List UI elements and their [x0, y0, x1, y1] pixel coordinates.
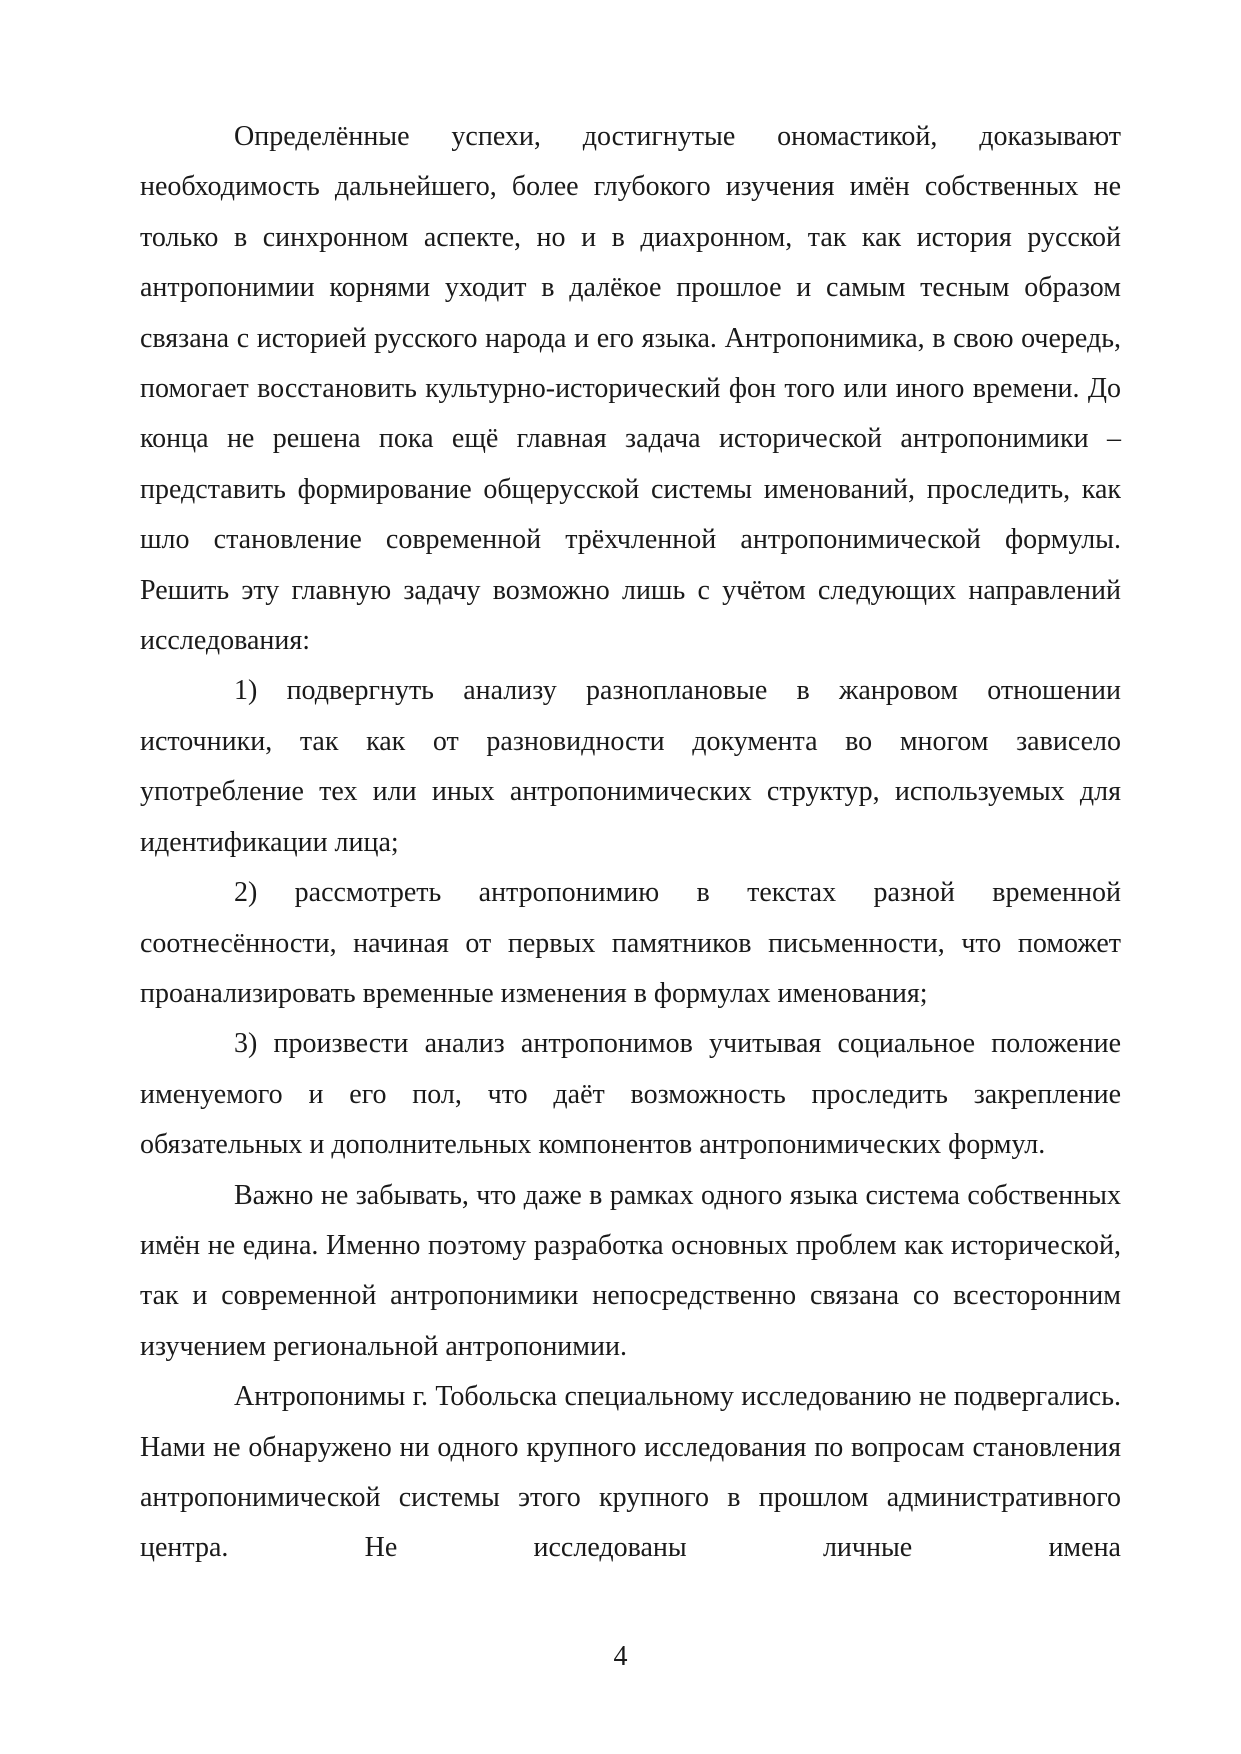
document-body: [140, 112, 1121, 1574]
list-item-1: 1) подвергнуть анализу разноплановые в жанровом отношении источники, так как от разновидности документа во многом зависело употребление тех или иных антропонимических структур, используемых для идентификации лица;: [140, 675, 1121, 858]
paragraph-onomastics-intro: Определённые успехи, достигнутые ономастикой, доказывают необходимость дальнейшего, более глубокого изучения имён собственных не только в синхронном аспекте, но и в диахронном, так как история русской антропонимии корнями уходит в далёкое прошлое и самым тесным образом связана с историей русского народа и его языка. Антропонимика, в свою очередь, помогает восстановить культурно-исторический фон того или иного времени. До конца не решена пока ещё главная задача исторической антропонимики – представить формирование общерусской системы именований, проследить, как шло становление современной трёхчленной антропонимической формулы. Решить эту главную задачу возможно лишь с учётом следующих направлений исследования:: [140, 121, 1121, 657]
list-item-3: 3) произвести анализ антропонимов учитывая социальное положение именуемого и его пол, что даёт возможность проследить закрепление обязательных и дополнительных компонентов антропонимических формул.: [140, 1028, 1121, 1161]
page-number: 4: [613, 1641, 628, 1672]
paragraph-tobolsk: Антропонимы г. Тобольска специальному исследованию не подвергались. Нами не обнаружено ни одного крупного исследования по вопросам становления антропонимической системы этого крупного в прошлом административного центра. Не исследованы личные имена: [140, 1381, 1121, 1564]
list-item-2: 2) рассмотреть антропонимию в текстах разной временной соотнесённости, начиная от первых памятников письменности, что поможет проанализировать временные изменения в формулах именования;: [140, 877, 1121, 1009]
paragraph-regional-anthroponymy: Важно не забывать, что даже в рамках одного языка система собственных имён не едина. Именно поэтому разработка основных проблем как исторической, так и современной антропонимики непосредственно связана со всесторонним изучением региональной антропонимии.: [140, 1179, 1121, 1362]
